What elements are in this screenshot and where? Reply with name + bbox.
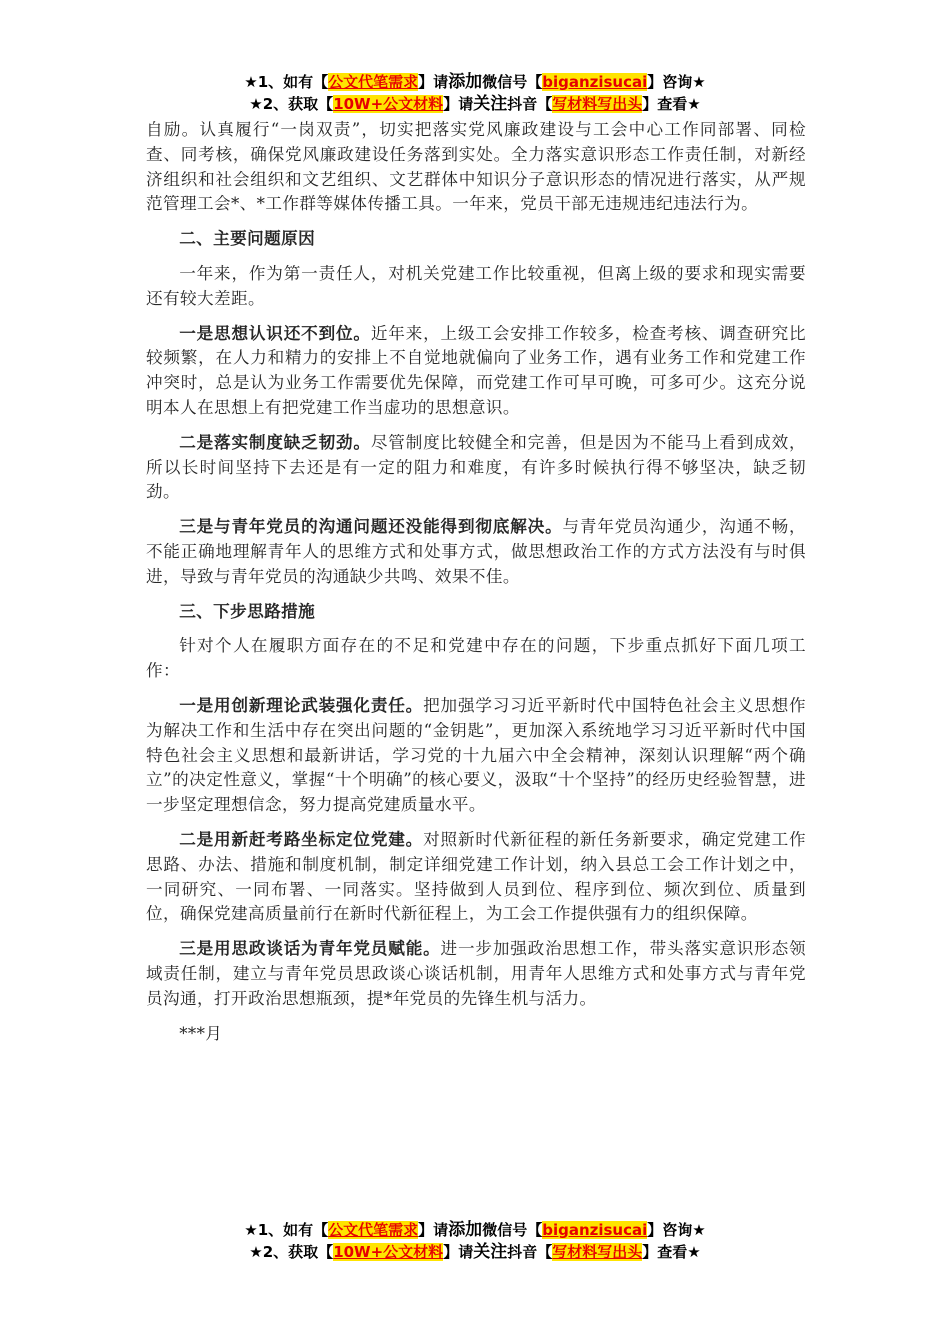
paragraph: 二是落实制度缺乏韧劲。尽管制度比较健全和完善，但是因为不能马上看到成效，所以长时间坚持下去还是有一定的阻力和难度，有许多时候执行得不够坚决，缺乏韧劲。 — [146, 432, 806, 502]
highlight-wechat-id: biganzisucai — [542, 73, 648, 91]
paragraph-lead: 二是落实制度缺乏韧劲。 — [179, 432, 371, 452]
section-heading-3: 三、下步思路措施 — [179, 601, 316, 621]
highlight-douyin: 写材料写出头 — [552, 1243, 643, 1261]
paragraph: 一是思想认识还不到位。近年来，上级工会安排工作较多，检查考核、调查研究比较频繁，在人力和精力的安排上不自觉地就偏向了业务工作，遇有业务工作和党建工作冲突时，总是认为业务工作需要优先保障，而党建工作可早可晚，可多可少。这充分说明本人在思想上有把党建工作当虚功的思想意识。 — [146, 323, 806, 417]
paragraph-lead: 一是思想认识还不到位。 — [179, 323, 371, 343]
paragraph-lead: 三是用思政谈话为青年党员赋能。 — [179, 939, 441, 959]
highlight-service: 公文代笔需求 — [328, 73, 419, 91]
highlight-wechat-id: biganzisucai — [542, 1221, 648, 1239]
paragraph-lead: 一是用创新理论武装强化责任。 — [179, 695, 424, 715]
section-heading-2: 二、主要问题原因 — [179, 229, 316, 249]
paragraph: 针对个人在履职方面存在的不足和党建中存在的问题，下步重点抓好下面几项工作： — [146, 636, 806, 681]
date-line: ***月 — [179, 1023, 223, 1043]
promo-line-1: ★1、如有【公文代笔需求】请添加微信号【biganzisucai】咨询★ — [244, 1220, 706, 1240]
promo-banner-bottom — [0, 1219, 950, 1263]
promo-line-1: ★1、如有【公文代笔需求】请添加微信号【biganzisucai】咨询★ — [244, 72, 706, 92]
highlight-materials: 10W+公文材料 — [333, 95, 444, 113]
promo-line-2: ★2、获取【10W+公文材料】请关注抖音【写材料写出头】查看★ — [249, 1242, 701, 1262]
paragraph: 一是用创新理论武装强化责任。把加强学习习近平新时代中国特色社会主义思想作为解决工作和生活中存在突出问题的“金钥匙”，更加深入系统地学习习近平新时代中国特色社会主义思想和最新讲话，学习党的十九届六中全会精神，深刻认识理解“两个确立”的决定性意义，掌握“十个明确”的核心要义，汲取“十个坚持”的经历史经验智慧，进一步坚定理想信念，努力提高党建质量水平。 — [146, 695, 806, 815]
promo-banner-top — [0, 71, 950, 115]
paragraph-lead: 三是与青年党员的沟通问题还没能得到彻底解决。 — [179, 517, 563, 537]
document-body — [146, 118, 806, 1056]
paragraph-continued: 自励。认真履行“一岗双责”，切实把落实党风廉政建设与工会中心工作同部署、同检查、同考核，确保党风廉政建设任务落到实处。全力落实意识形态工作责任制，对新经济组织和社会组织和文艺组织、文艺群体中知识分子意识形态的情况进行落实，从严规范管理工会*、*工作群等媒体传播工具。一年来，党员干部无违规违纪违法行为。 — [146, 120, 806, 214]
paragraph: 一年来，作为第一责任人，对机关党建工作比较重视，但离上级的要求和现实需要还有较大差距。 — [146, 263, 806, 308]
paragraph-lead: 二是用新赶考路坐标定位党建。 — [179, 829, 424, 849]
promo-line-2: ★2、获取【10W+公文材料】请关注抖音【写材料写出头】查看★ — [249, 94, 701, 114]
highlight-materials: 10W+公文材料 — [333, 1243, 444, 1261]
paragraph: 二是用新赶考路坐标定位党建。对照新时代新征程的新任务新要求，确定党建工作思路、办法、措施和制度机制，制定详细党建工作计划，纳入县总工会工作计划之中，一同研究、一同布署、一同落实。坚持做到人员到位、程序到位、频次到位、质量到位，确保党建高质量前行在新时代新征程上，为工会工作提供强有力的组织保障。 — [146, 829, 806, 924]
paragraph: 三是与青年党员的沟通问题还没能得到彻底解决。与青年党员沟通少，沟通不畅，不能正确地理解青年人的思维方式和处事方式，做思想政治工作的方式方法没有与时俱进，导致与青年党员的沟通缺少共鸣、效果不佳。 — [146, 517, 806, 586]
highlight-douyin: 写材料写出头 — [552, 95, 643, 113]
highlight-service: 公文代笔需求 — [328, 1221, 419, 1239]
paragraph: 三是用思政谈话为青年党员赋能。进一步加强政治思想工作，带头落实意识形态领域责任制，建立与青年党员思政谈心谈话机制，用青年人思维方式和处事方式与青年党员沟通，打开政治思想瓶颈，提*年党员的先锋生机与活力。 — [146, 939, 807, 1008]
